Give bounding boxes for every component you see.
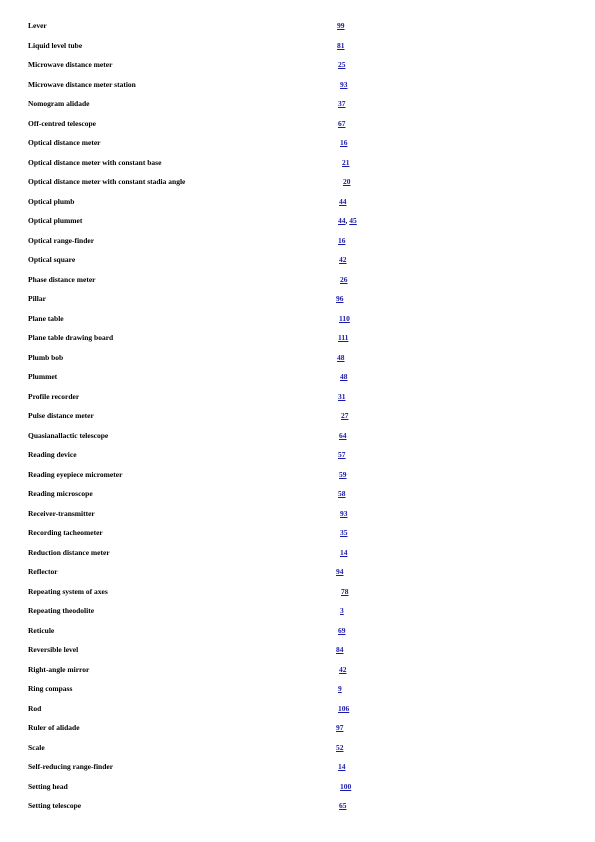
index-term: Repeating system of axes [28,586,108,596]
index-entry [0,718,595,738]
index-entry [0,270,595,290]
index-entry [0,406,595,426]
page-number-link[interactable]: 31 [338,391,346,401]
page-number-link[interactable]: 97 [336,723,344,732]
index-entry [0,601,595,621]
index-page-refs [341,582,349,602]
index-entry [0,153,595,173]
page-number-link[interactable]: 25 [338,60,346,69]
index-entry [0,640,595,660]
index-term: Liquid level tube [28,40,83,50]
index-entry [0,757,595,777]
page-number-link[interactable]: 111 [338,333,349,342]
page-number-link[interactable]: 52 [336,742,344,752]
index-entry [0,445,595,465]
index-entry [0,328,595,348]
index-term: Optical plummet [28,216,83,225]
index-page-refs [339,796,347,816]
index-term: Phase distance meter [28,274,96,284]
index-entry [0,679,595,699]
index-page-refs [338,114,346,134]
index-page-refs [336,562,344,582]
index-term: Lever [28,21,47,30]
index-term: Right-angle mirror [28,664,90,674]
page-number-link[interactable]: 64 [339,430,347,440]
index-term: Optical range-finder [28,235,95,245]
index-entry [0,699,595,719]
index-page-refs [338,231,346,251]
index-entry [0,738,595,758]
index-entry [0,348,595,368]
index-term: Reduction distance meter [28,547,110,557]
index-entry [0,309,595,329]
index-page-refs [340,523,348,543]
index-term: Pulse distance meter [28,411,94,420]
page-number-link[interactable]: 42 [339,664,347,674]
index-page-refs [338,699,349,719]
index-term: Reversible level [28,645,79,654]
index-term: Plummet [28,372,58,381]
index-term: Quasianallactic telescope [28,430,109,440]
page-number-link[interactable]: 81 [337,40,345,50]
page-number-link[interactable]: 21 [342,157,350,167]
index-term: Microwave distance meter station [28,79,136,89]
index-term: Optical plumb [28,196,75,206]
page-number-link[interactable]: 110 [339,313,350,323]
page-number-link[interactable]: 65 [339,801,347,810]
index-page-refs [339,465,347,485]
index-entry [0,796,595,816]
page-number-link[interactable]: 58 [338,489,346,498]
page-number-link[interactable]: 106 [338,703,350,713]
index-page-refs [337,16,345,36]
index-page-refs [338,621,346,641]
index-page-refs [339,192,347,212]
index-entry [0,660,595,680]
index-term: Reading microscope [28,489,93,498]
index-page-refs [340,75,348,95]
index-entry [0,211,595,231]
index-page-refs [340,543,348,563]
index-page-refs [338,387,346,407]
index-entry [0,504,595,524]
index-entry [0,94,595,114]
page-number-link[interactable]: 84 [336,645,344,654]
page-number-link[interactable]: 94 [336,567,344,576]
index-term: Plumb bob [28,352,64,362]
index-term: Optical distance meter with constant base [28,157,162,167]
index-term: Plane table drawing board [28,333,114,342]
index-page-refs [338,55,346,75]
page-number-link[interactable]: 44 [338,216,346,225]
index-page-refs [338,211,357,231]
index-entry [0,367,595,387]
index-entry [0,16,595,36]
index-entry [0,55,595,75]
index-page-refs [340,601,344,621]
index-term: Setting telescope [28,801,82,810]
index-page-refs [342,153,350,173]
index-entry [0,523,595,543]
page-number-link[interactable]: 27 [341,411,349,420]
index-term: Plane table [28,313,64,323]
index-page-refs [339,660,347,680]
index-term: Off-centred telescope [28,118,96,128]
index-page-refs [336,718,344,738]
index-term: Profile recorder [28,391,80,401]
index-term: Self-reducing range-finder [28,762,114,771]
index-term: Microwave distance meter [28,60,113,69]
index-term: Reflector [28,567,58,576]
page-number-link[interactable]: 93 [340,79,348,89]
index-entry [0,465,595,485]
index-entry [0,582,595,602]
page-number-link[interactable]: 59 [339,469,347,479]
index-term: Recording tacheometer [28,528,103,537]
index-entry [0,75,595,95]
index-entry [0,484,595,504]
index-entry [0,36,595,56]
index-term: Pillar [28,294,46,303]
index-entry [0,231,595,251]
index-page-refs [338,679,342,699]
index-term: Setting head [28,781,68,791]
page-number-link[interactable]: 16 [338,235,346,245]
page-number-link[interactable]: 14 [340,547,348,557]
index-term: Ring compass [28,684,73,693]
index-term: Scale [28,742,45,752]
index-entry [0,192,595,212]
index-term: Receiver-transmitter [28,508,95,518]
page-number-link[interactable]: 3 [340,606,344,615]
index-entry [0,621,595,641]
page-number-link[interactable]: 37 [338,99,346,108]
index-page-refs [340,367,348,387]
index-entry [0,543,595,563]
index-entry [0,426,595,446]
index-entry [0,172,595,192]
page-number-link[interactable]: 35 [340,528,348,537]
index-page-refs [338,445,346,465]
page-number-link[interactable]: 14 [338,762,346,771]
index-term: Reticule [28,625,55,635]
page-number-link[interactable]: 9 [338,684,342,693]
index-page-refs [336,640,344,660]
index-term: Nomogram alidade [28,99,90,108]
page-number-link[interactable]: 16 [340,138,348,147]
index-term: Ruler of alidade [28,723,80,732]
page-number-link[interactable]: 48 [340,372,348,381]
index-page-refs [339,426,347,446]
index-term: Rod [28,703,42,713]
index-entry [0,114,595,134]
index-page-refs [336,738,344,758]
index-page-refs [338,94,346,114]
index-page-refs [339,309,350,329]
index-term: Optical distance meter [28,138,101,147]
page-number-link[interactable]: 48 [337,352,345,362]
page-number-link[interactable]: 44 [339,196,347,206]
page-number-link[interactable]: 99 [337,21,345,30]
page-number-link[interactable]: 20 [343,177,351,186]
index-term: Repeating theodolite [28,606,95,615]
index-entry [0,387,595,407]
index-term: Reading eyepiece micrometer [28,469,123,479]
index-page-refs [339,250,347,270]
page-number-link[interactable]: 100 [340,781,352,791]
index-entry [0,250,595,270]
index-page-refs [338,328,348,348]
index-page-refs [338,757,346,777]
index-term: Reading device [28,450,77,459]
index-entry [0,562,595,582]
index-page-refs [340,270,348,290]
index-page-refs [341,406,349,426]
page-number-link[interactable]: 69 [338,625,346,635]
index-entry [0,777,595,797]
page-ref-separator: , [345,216,350,225]
index-entry [0,133,595,153]
index-page-refs [336,289,344,309]
page-number-link[interactable]: 42 [339,255,347,264]
index-list [0,16,595,816]
index-page-refs [340,133,348,153]
page-number-link[interactable]: 78 [341,586,349,596]
index-entry [0,289,595,309]
page-number-link[interactable]: 57 [338,450,346,459]
index-term: Optical distance meter with constant stadia angle [28,177,186,186]
page-number-link[interactable]: 96 [336,294,344,303]
index-term: Optical square [28,255,76,264]
index-page-refs [338,484,346,504]
index-page-refs [340,777,351,797]
page-number-link[interactable]: 45 [349,216,357,225]
index-page-refs [340,504,348,524]
index-page-refs [343,172,351,192]
index-page-refs [337,36,345,56]
index-page-refs [337,348,345,368]
page-number-link[interactable]: 93 [340,508,348,518]
page-number-link[interactable]: 67 [338,118,346,128]
page-number-link[interactable]: 26 [340,274,348,284]
